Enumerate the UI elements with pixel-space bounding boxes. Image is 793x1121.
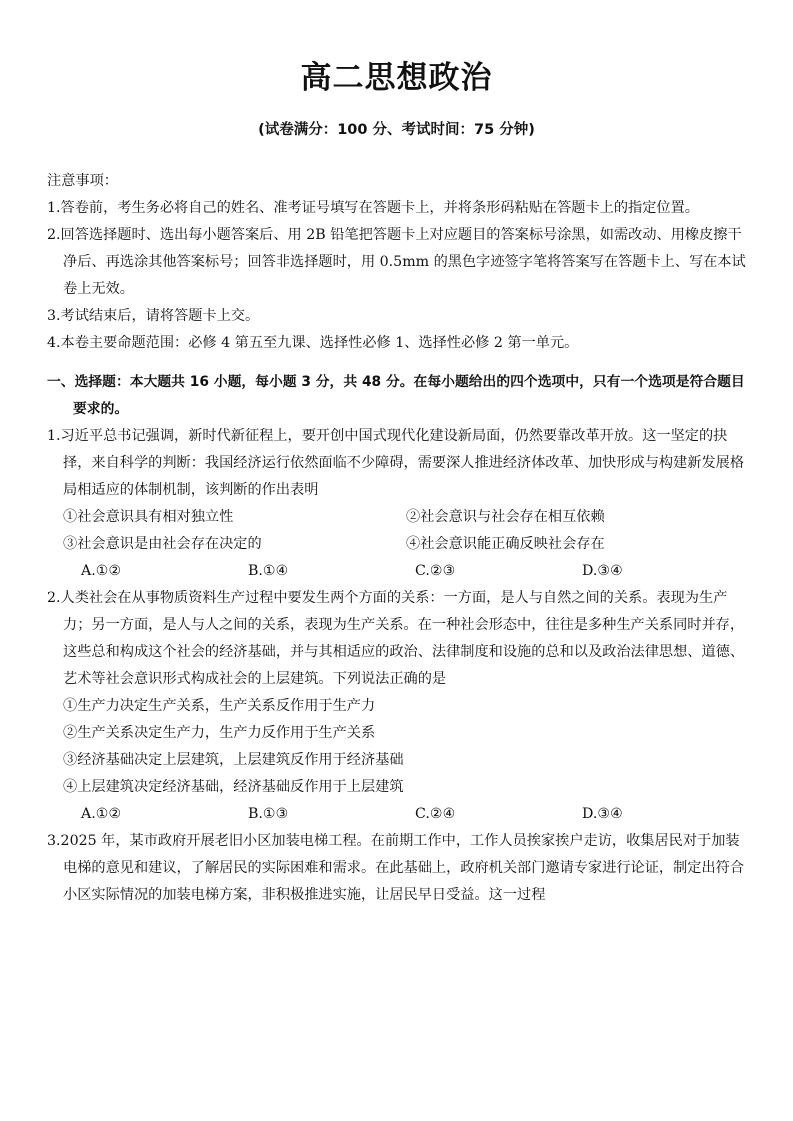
statement-row — [47, 531, 749, 558]
choice-row — [47, 558, 749, 585]
notes-heading: 注意事项： — [47, 173, 118, 189]
statement: ②生产关系决定生产力，生产力反作用于生产关系 — [63, 725, 376, 741]
choice-b: B.①③ — [248, 806, 289, 822]
page-title: 高二思想政治 — [300, 60, 493, 96]
exam-content — [47, 168, 749, 909]
question-stem: 3.2025 年，某市政府开展老旧小区加装电梯工程。在前期工作中，工作人员挨家挨户走访，收集居民对于加装电梯的意见和建议，了解居民的实际困难和需求。在此基础上，政府机关部门邀请专家进行论证，制定出符合小区实际情况的加装电梯方案，非积极推进实施，让居民早日受益。这一过程 — [47, 833, 745, 903]
statement: ①生产力决定生产关系，生产关系反作用于生产力 — [63, 698, 376, 714]
note-item: 3.考试结束后，请将答题卡上交。 — [47, 308, 260, 324]
choice-c: C.②④ — [415, 806, 456, 822]
question-stem: 1.习近平总书记强调，新时代新征程上，要开创中国式现代化建设新局面，仍然要靠改革开放。这一坚定的抉择，来自科学的判断：我国经济运行依然面临不少障碍，需要深人推进经济体改革、加快形成与构建新发展格局相适应的体制机制，该判断的作出表明 — [47, 428, 745, 498]
choice-a: A.①② — [81, 563, 122, 579]
choice-b: B.①④ — [248, 563, 289, 579]
statement: ④上层建筑决定经济基础，经济基础反作用于上层建筑 — [63, 779, 404, 795]
exam-info: (试卷满分：100 分、考试时间：75 分钟) — [258, 122, 535, 138]
statement: ③经济基础决定上层建筑，上层建筑反作用于经济基础 — [63, 752, 404, 768]
choice-a: A.①② — [81, 806, 122, 822]
statement: ②社会意识与社会存在相互依赖 — [406, 509, 605, 525]
note-item: 2.回答选择题时、选出每小题答案后、用 2B 铅笔把答题卡上对应题目的答案标号涂黑，如需改动、用橡皮擦干净后、再选涂其他答案标号；回答非选择题时，用 0.5mm 的黑色字迹签字笔将答案写在答题卡上、写在本试卷上无效。 — [47, 227, 746, 297]
statement-row — [47, 504, 749, 531]
choice-d: D.③④ — [582, 563, 623, 579]
statement: ①社会意识具有相对独立性 — [63, 509, 234, 525]
choice-c: C.②③ — [415, 563, 456, 579]
choice-d: D.③④ — [582, 806, 623, 822]
section-heading: 一、选择题：本大题共 16 小题，每小题 3 分，共 48 分。在每小题给出的四个选项中，只有一个选项是符合题目要求的。 — [47, 374, 745, 417]
statement: ③社会意识是由社会存在决定的 — [63, 536, 262, 552]
question-stem: 2.人类社会在从事物质资料生产过程中要发生两个方面的关系：一方面，是人与自然之间的关系。表现为生产力；另一方面，是人与人之间的关系，表现为生产关系。在一种社会形态中，往往是多种生产关系同时并存，这些总和构成这个社会的经济基础，并与其相适应的政治、法律制度和设施的总和以及政治法律思想、道德、艺术等社会意识形式构成社会的上层建筑。下列说法正确的是 — [47, 590, 745, 687]
note-item: 4.本卷主要命题范围：必修 4 第五至九课、选择性必修 1、选择性必修 2 第一单元。 — [47, 335, 579, 351]
statement: ④社会意识能正确反映社会存在 — [406, 536, 605, 552]
note-item: 1.答卷前，考生务必将自己的姓名、准考证号填写在答题卡上，并将条形码粘贴在答题卡上的指定位置。 — [47, 200, 699, 216]
choice-row — [47, 801, 749, 828]
